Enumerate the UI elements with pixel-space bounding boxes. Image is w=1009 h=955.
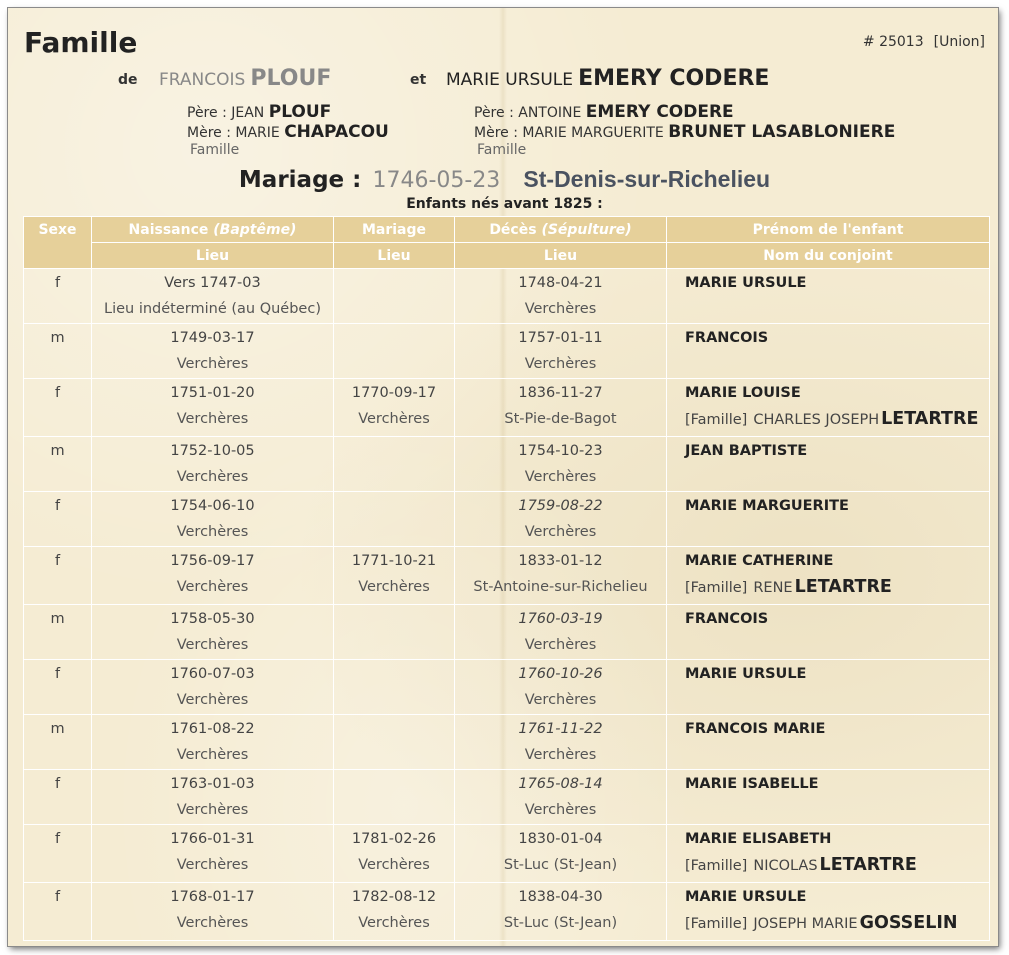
death-date: 1748-04-21 (518, 275, 603, 291)
birth-date: 1766-01-31 (170, 831, 255, 847)
marriage-place: Verchères (358, 579, 430, 595)
child-sex (24, 379, 92, 437)
death-place: Verchères (524, 637, 597, 653)
child-death (455, 492, 667, 547)
child-marriage (334, 660, 455, 715)
child-marriage (334, 492, 455, 547)
death-place: St-Antoine-sur-Richelieu (473, 579, 648, 595)
child-birth (92, 770, 334, 825)
death-date: 1765-08-14 (518, 776, 603, 792)
child-name-cell (667, 492, 990, 547)
death-place: Verchères (524, 356, 597, 372)
mother-given: MARIE MARGUERITE (522, 125, 664, 141)
child-row (24, 660, 990, 715)
birth-date: Vers 1747-03 (164, 275, 261, 291)
marriage-label: Mariage : (238, 167, 362, 193)
sex-value: f (54, 776, 61, 792)
wife-name[interactable] (446, 66, 769, 91)
child-birth (92, 715, 334, 770)
sex-value: f (54, 666, 61, 682)
death-place: St-Pie-de-Bagot (504, 411, 617, 427)
header-text: Prénom de l'enfant (752, 221, 904, 238)
child-birth (92, 437, 334, 492)
header-text: Mariage (361, 221, 427, 238)
child-name[interactable]: MARIE MARGUERITE (685, 498, 849, 514)
marriage-place: Verchères (358, 857, 430, 873)
father-label: Père : (187, 105, 227, 121)
birth-date: 1758-05-30 (170, 611, 255, 627)
child-sex (24, 437, 92, 492)
mother-label: Mère : (474, 125, 518, 141)
child-birth (92, 269, 334, 324)
mother-label: Mère : (187, 125, 231, 141)
header-text: Lieu (195, 247, 230, 264)
death-date: 1833-01-12 (518, 553, 603, 569)
child-name-cell (667, 379, 990, 437)
child-sex (24, 269, 92, 324)
child-marriage (334, 269, 455, 324)
child-sex (24, 660, 92, 715)
child-name-cell (667, 437, 990, 492)
birth-place: Verchères (176, 802, 249, 818)
husband-surname: PLOUF (250, 66, 332, 91)
page-title: Famille (24, 26, 138, 59)
wife-parents (474, 103, 895, 158)
child-row (24, 883, 990, 941)
death-place: Verchères (524, 692, 597, 708)
birth-date: 1754-06-10 (170, 498, 255, 514)
de-label: de (118, 72, 138, 88)
child-sex (24, 883, 92, 941)
husband-father[interactable] (187, 103, 389, 123)
child-marriage (334, 715, 455, 770)
child-name[interactable]: MARIE LOUISE (685, 385, 801, 401)
birth-date: 1749-03-17 (170, 330, 255, 346)
spouse-line (685, 632, 989, 659)
child-name-cell (667, 605, 990, 660)
child-name-cell (667, 269, 990, 324)
husband-family-link[interactable]: Famille (190, 142, 240, 158)
marriage-date: 1770-09-17 (351, 385, 437, 401)
child-name-cell (667, 825, 990, 883)
spouse-line (685, 574, 989, 601)
header-text: Naissance (128, 221, 209, 238)
birth-place: Verchères (176, 469, 249, 485)
spouse-given: CHARLES JOSEPH (753, 412, 880, 428)
child-name[interactable]: MARIE CATHERINE (685, 553, 834, 569)
birth-date: 1751-01-20 (170, 385, 255, 401)
spouse-line (685, 852, 989, 879)
spouse-line (685, 687, 989, 714)
child-row (24, 324, 990, 379)
child-marriage (334, 437, 455, 492)
sex-value: f (54, 889, 61, 905)
spouse-surname: LETARTRE (881, 409, 979, 429)
child-row (24, 269, 990, 324)
child-marriage (334, 605, 455, 660)
wife-mother[interactable] (474, 123, 895, 143)
col-header-prenom (667, 217, 990, 243)
spouse-family-link[interactable]: [Famille] (685, 412, 748, 428)
marriage-date: 1781-02-26 (351, 831, 437, 847)
mother-surname: CHAPACOU (284, 122, 389, 142)
col-header-conjoint (667, 243, 990, 269)
child-name-cell (667, 324, 990, 379)
child-birth (92, 547, 334, 605)
child-sex (24, 547, 92, 605)
birth-place: Verchères (176, 411, 249, 427)
child-sex (24, 770, 92, 825)
child-birth (92, 324, 334, 379)
child-name[interactable]: FRANCOIS MARIE (685, 721, 826, 737)
spouse-line (685, 406, 989, 433)
child-name-cell (667, 547, 990, 605)
child-name-cell (667, 770, 990, 825)
child-name-cell (667, 660, 990, 715)
child-death (455, 883, 667, 941)
child-name-cell (667, 883, 990, 941)
sex-value: f (54, 275, 61, 291)
wife-family-link[interactable]: Famille (477, 142, 527, 158)
child-birth (92, 492, 334, 547)
birth-place: Verchères (176, 524, 249, 540)
child-birth (92, 379, 334, 437)
spouse-line (685, 742, 989, 769)
birth-date: 1756-09-17 (170, 553, 255, 569)
father-given: JEAN (231, 105, 265, 121)
wife-father[interactable] (474, 103, 895, 123)
marriage-place: Verchères (358, 411, 430, 427)
spouse-given: RENE (753, 580, 793, 596)
col-header-sexe (24, 217, 92, 269)
birth-place: Verchères (176, 692, 249, 708)
child-marriage (334, 883, 455, 941)
child-row (24, 492, 990, 547)
child-name[interactable]: MARIE URSULE (685, 889, 807, 905)
union-number: # 25013 (862, 34, 924, 50)
header-text: Décès (489, 221, 537, 238)
sex-value: f (54, 498, 61, 514)
children-heading: Enfants nés avant 1825 : (406, 196, 603, 212)
death-date: 1836-11-27 (518, 385, 603, 401)
birth-place: Lieu indéterminé (au Québec) (104, 301, 321, 317)
child-name[interactable]: FRANCOIS (685, 330, 769, 346)
child-name[interactable]: MARIE ISABELLE (685, 776, 819, 792)
child-name[interactable]: FRANCOIS (685, 611, 769, 627)
child-marriage (334, 825, 455, 883)
spouse-surname: LETARTRE (819, 855, 917, 875)
death-place: Verchères (524, 802, 597, 818)
child-sex (24, 492, 92, 547)
marriage-place: St-Denis-sur-Richelieu (523, 166, 771, 192)
father-given: ANTOINE (518, 105, 582, 121)
child-death (455, 770, 667, 825)
header-text: (Sépulture) (541, 221, 632, 238)
father-surname: PLOUF (268, 102, 332, 122)
child-sex (24, 825, 92, 883)
child-sex (24, 605, 92, 660)
death-date: 1760-10-26 (518, 666, 603, 682)
child-death (455, 437, 667, 492)
col-header-deces (455, 217, 667, 243)
spouse-line (685, 296, 989, 323)
spouse-family-link[interactable]: [Famille] (685, 580, 748, 596)
death-place: Verchères (524, 747, 597, 763)
birth-place: Verchères (176, 747, 249, 763)
child-name[interactable]: JEAN BAPTISTE (685, 443, 808, 459)
child-row (24, 605, 990, 660)
wife-surname: EMERY CODERE (578, 66, 770, 91)
col-header-deces-lieu (455, 243, 667, 269)
spouse-given: NICOLAS (753, 858, 818, 874)
death-place: St-Luc (St-Jean) (503, 857, 618, 873)
husband-mother[interactable] (187, 123, 389, 143)
spouse-family-link[interactable]: [Famille] (685, 858, 748, 874)
col-header-mariage (334, 217, 455, 243)
child-marriage (334, 324, 455, 379)
father-label: Père : (474, 105, 514, 121)
child-marriage (334, 770, 455, 825)
sex-value: f (54, 553, 61, 569)
child-sex (24, 324, 92, 379)
spouse-given: JOSEPH MARIE (753, 916, 858, 932)
child-row (24, 547, 990, 605)
birth-date: 1761-08-22 (170, 721, 255, 737)
col-header-mariage-lieu (334, 243, 455, 269)
sex-value: m (50, 611, 65, 627)
sex-value: m (50, 443, 65, 459)
child-death (455, 715, 667, 770)
child-row (24, 770, 990, 825)
child-death (455, 269, 667, 324)
marriage-line (0, 166, 1009, 193)
child-death (455, 660, 667, 715)
spouse-family-link[interactable]: [Famille] (685, 916, 748, 932)
child-sex (24, 715, 92, 770)
child-birth (92, 883, 334, 941)
child-name-cell (667, 715, 990, 770)
birth-date: 1752-10-05 (170, 443, 255, 459)
husband-parents (187, 103, 389, 158)
death-place: Verchères (524, 469, 597, 485)
spouse-line (685, 797, 989, 824)
header-text: Sexe (38, 222, 77, 238)
child-marriage (334, 547, 455, 605)
child-row (24, 825, 990, 883)
children-table-body (24, 269, 990, 941)
header-text: Lieu (377, 247, 411, 264)
child-birth (92, 660, 334, 715)
child-name[interactable]: MARIE URSULE (685, 275, 807, 291)
child-row (24, 379, 990, 437)
birth-date: 1768-01-17 (170, 889, 255, 905)
death-place: Verchères (524, 301, 597, 317)
death-date: 1757-01-11 (518, 330, 603, 346)
husband-name[interactable] (159, 66, 331, 91)
spouse-line (685, 910, 989, 937)
child-name[interactable]: MARIE ELISABETH (685, 831, 832, 847)
spouse-line (685, 519, 989, 546)
spouse-line (685, 351, 989, 378)
child-row (24, 715, 990, 770)
marriage-date: 1746-05-23 (372, 168, 501, 193)
sex-value: m (50, 721, 65, 737)
death-place: St-Luc (St-Jean) (503, 915, 618, 931)
union-id (863, 34, 985, 50)
mother-surname: BRUNET LASABLONIERE (668, 122, 896, 142)
birth-place: Verchères (176, 915, 249, 931)
child-death (455, 825, 667, 883)
marriage-place: Verchères (358, 915, 430, 931)
father-surname: EMERY CODERE (585, 102, 734, 122)
header-text: Lieu (543, 247, 578, 264)
child-death (455, 379, 667, 437)
col-header-naissance (92, 217, 334, 243)
birth-place: Verchères (176, 579, 249, 595)
death-date: 1760-03-19 (518, 611, 603, 627)
child-death (455, 547, 667, 605)
birth-place: Verchères (176, 857, 249, 873)
marriage-date: 1782-08-12 (351, 889, 437, 905)
spouse-line (685, 464, 989, 491)
death-place: Verchères (524, 524, 597, 540)
marriage-date: 1771-10-21 (351, 553, 437, 569)
death-date: 1754-10-23 (518, 443, 603, 459)
death-date: 1838-04-30 (518, 889, 603, 905)
death-date: 1759-08-22 (518, 498, 603, 514)
header-text: (Baptême) (213, 221, 297, 238)
child-row (24, 437, 990, 492)
sex-value: f (54, 385, 61, 401)
birth-date: 1763-01-03 (170, 776, 255, 792)
wife-given: MARIE URSULE (446, 70, 573, 90)
union-link[interactable]: [Union] (933, 34, 985, 50)
death-date: 1761-11-22 (518, 721, 603, 737)
husband-given: FRANCOIS (159, 70, 246, 90)
children-table (23, 216, 990, 941)
child-birth (92, 605, 334, 660)
child-death (455, 605, 667, 660)
sex-value: f (54, 831, 61, 847)
birth-place: Verchères (176, 637, 249, 653)
child-birth (92, 825, 334, 883)
sex-value: m (50, 330, 65, 346)
child-marriage (334, 379, 455, 437)
col-header-naissance-lieu (92, 243, 334, 269)
mother-given: MARIE (235, 125, 280, 141)
birth-date: 1760-07-03 (170, 666, 255, 682)
spouse-surname: GOSSELIN (859, 913, 958, 933)
child-name[interactable]: MARIE URSULE (685, 666, 807, 682)
birth-place: Verchères (176, 356, 249, 372)
death-date: 1830-01-04 (518, 831, 603, 847)
et-label: et (410, 72, 427, 88)
spouse-surname: LETARTRE (794, 577, 892, 597)
child-death (455, 324, 667, 379)
header-text: Nom du conjoint (763, 247, 893, 264)
